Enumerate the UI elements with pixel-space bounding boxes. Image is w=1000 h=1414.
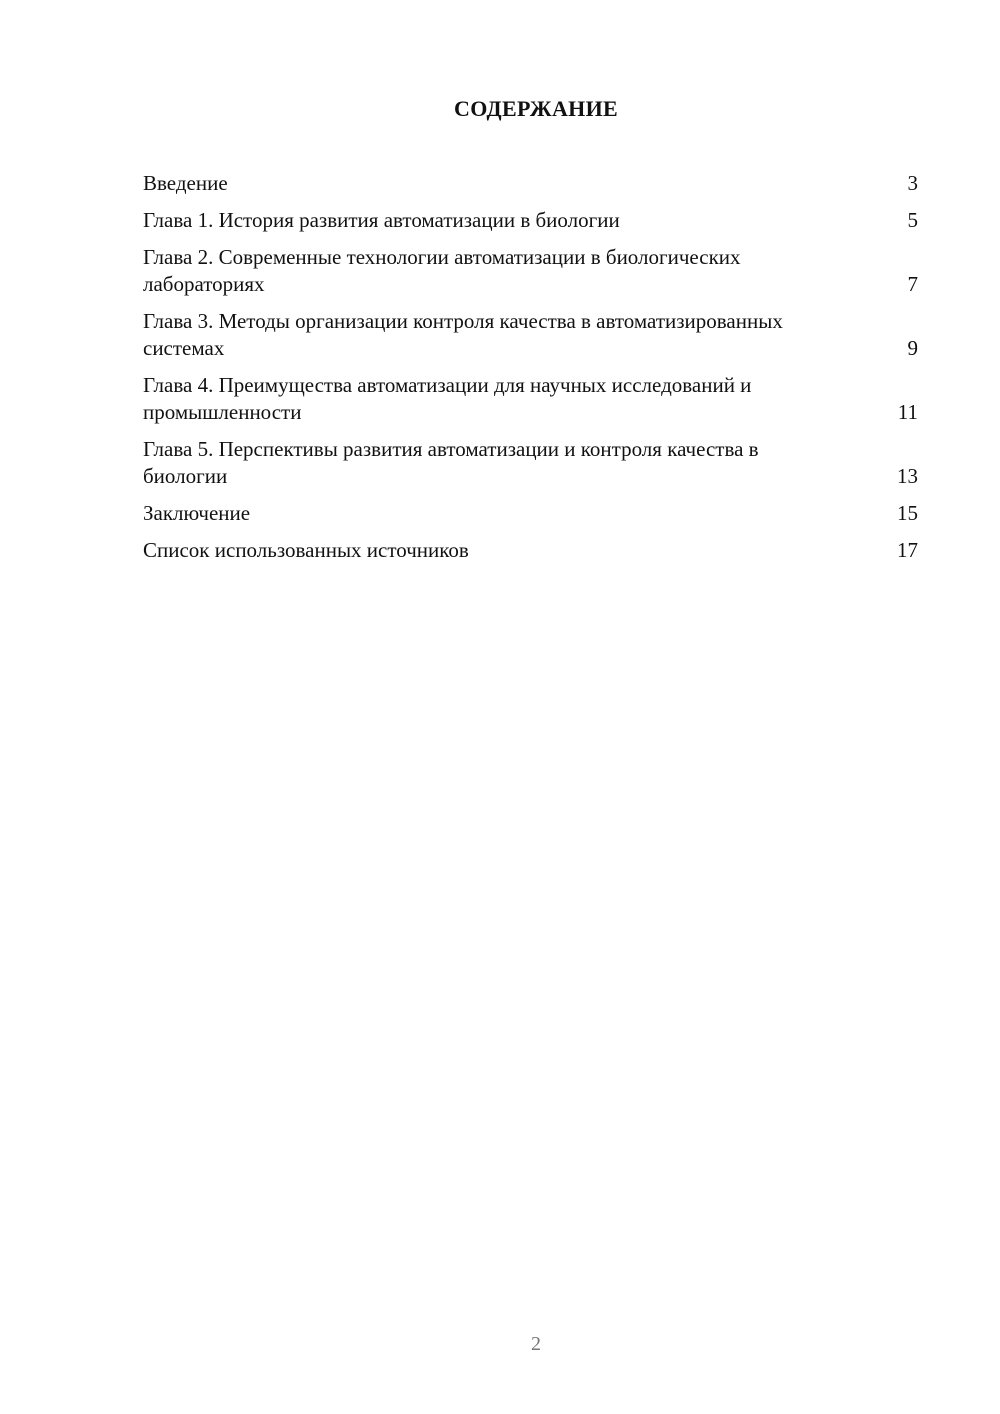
toc-entry-text: Введение [143,171,228,195]
toc-entry-page: 9 [907,336,918,360]
table-of-contents [143,170,918,574]
toc-entry-page: 5 [907,208,918,232]
toc-entry-page: 7 [907,272,918,296]
toc-entry-page: 3 [907,171,918,195]
toc-entry-introduction [143,170,918,197]
page-number: 2 [531,1333,541,1355]
toc-entry-text: Заключение [143,501,251,525]
toc-entry-chapter-5 [143,436,918,490]
toc-entry-text: Глава 4. Преимущества автоматизации для научных исследований и промышленности [143,373,752,424]
toc-entry-text: Глава 1. История развития автоматизации в биологии [143,208,620,232]
toc-entry-page: 11 [897,400,918,424]
toc-entry-text: Глава 2. Современные технологии автоматизации в биологических лабораториях [143,245,741,296]
toc-entry-chapter-3 [143,308,918,362]
toc-entry-references [143,537,918,564]
page-title: СОДЕРЖАНИЕ [454,96,618,121]
toc-entry-page: 15 [897,501,918,525]
toc-entry-page: 13 [897,464,918,488]
toc-entry-text: Глава 5. Перспективы развития автоматизации и контроля качества в биологии [143,437,759,488]
toc-entry-chapter-4 [143,372,918,426]
toc-entry-conclusion [143,500,918,527]
toc-entry-text: Список использованных источников [143,538,469,562]
toc-entry-text: Глава 3. Методы организации контроля качества в автоматизированных системах [143,309,783,360]
toc-entry-chapter-1 [143,207,918,234]
toc-entry-page: 17 [897,538,918,562]
toc-entry-chapter-2 [143,244,918,298]
